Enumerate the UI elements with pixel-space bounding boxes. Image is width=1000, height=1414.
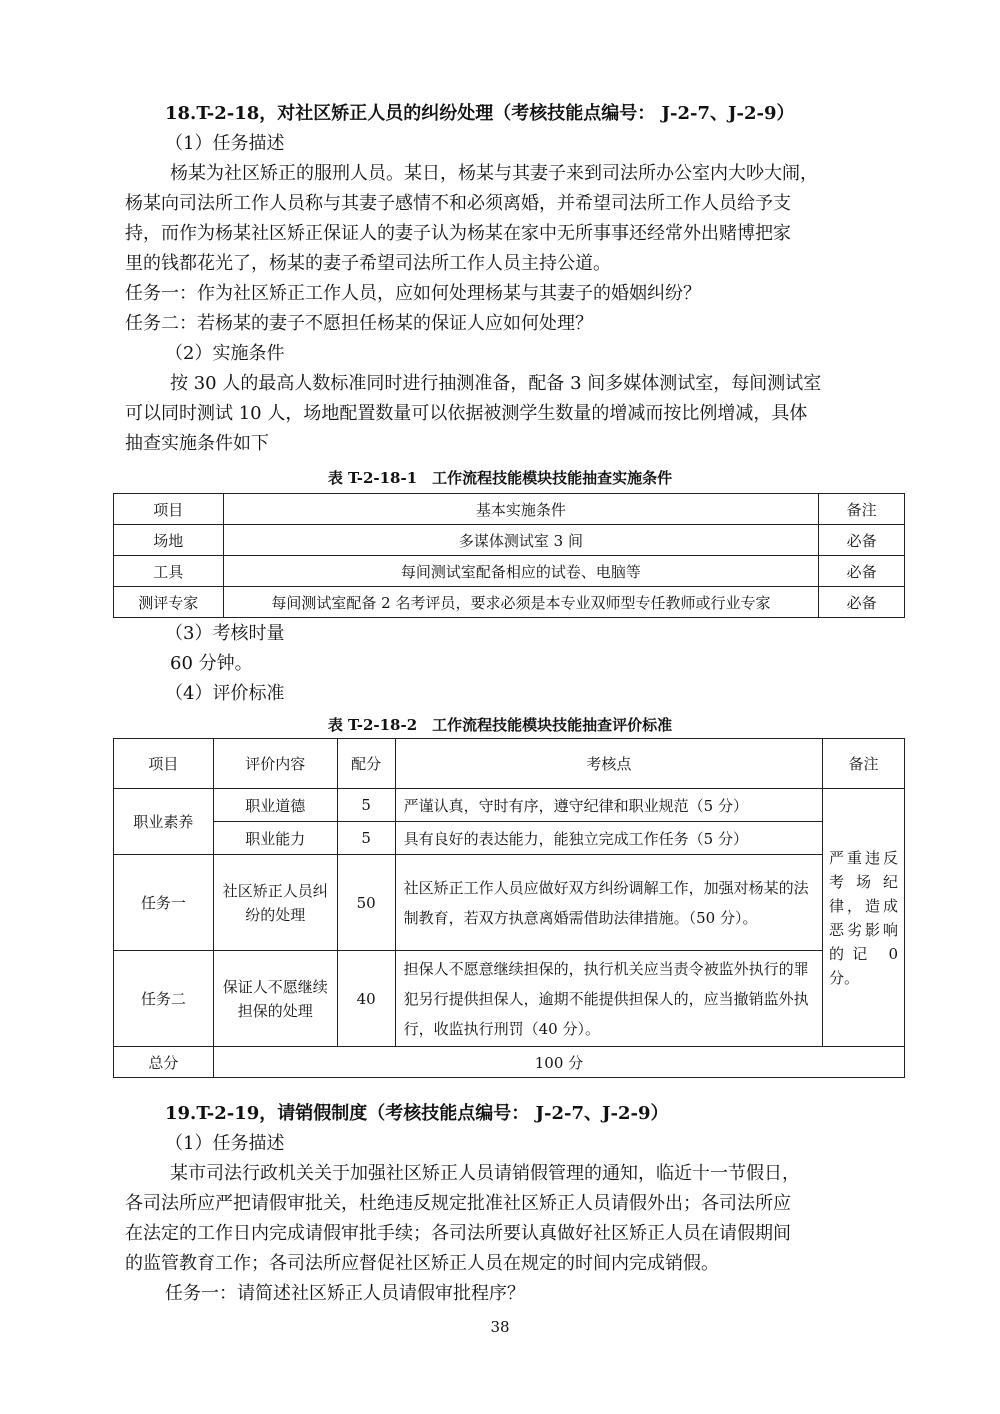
- cell: 5: [337, 789, 395, 822]
- cell: 5: [337, 822, 395, 855]
- table-row: [114, 822, 905, 855]
- desc-line: 持，而作为杨某社区矫正保证人的妻子认为杨某在家中无所事事还经常外出赌博把家: [125, 223, 791, 244]
- cell: 具有良好的表达能力，能独立完成工作任务（5 分）: [395, 822, 822, 855]
- task-desc-label: （1）任务描述: [165, 133, 285, 154]
- conditions-label: （2）实施条件: [165, 343, 285, 364]
- cell: 任务一: [114, 855, 214, 951]
- cell: 每间测试室配备相应的试卷、电脑等: [223, 556, 819, 587]
- desc-line: 的监管教育工作；各司法所应督促社区矫正人员在规定的时间内完成销假。: [125, 1253, 719, 1274]
- col-header: 评价内容: [213, 739, 337, 789]
- col-header: 配分: [337, 739, 395, 789]
- cell: 工具: [114, 556, 224, 587]
- cell: 必备: [819, 556, 905, 587]
- conditions-table: [113, 493, 905, 618]
- time-value: 60 分钟。: [170, 653, 253, 674]
- table-row: [114, 525, 905, 556]
- cell: 场地: [114, 525, 224, 556]
- table-row: [114, 789, 905, 822]
- cell: 40: [337, 951, 395, 1047]
- task-one: 任务一：请简述社区矫正人员请假审批程序？: [165, 1283, 525, 1304]
- cell: 职业道德: [213, 789, 337, 822]
- cell: 社区矫正人员纠纷的处理: [213, 855, 337, 951]
- cell: 保证人不愿继续担保的处理: [213, 951, 337, 1047]
- cell: 必备: [819, 525, 905, 556]
- cell: 每间测试室配备 2 名考评员，要求必须是本专业双师型专任教师或行业专家: [223, 587, 819, 618]
- col-header: 备注: [823, 739, 905, 789]
- table-row: [114, 1047, 905, 1078]
- table-row: [114, 951, 905, 1047]
- time-label: （3）考核时量: [165, 623, 285, 644]
- desc-line: 里的钱都花光了，杨某的妻子希望司法所工作人员主持公道。: [125, 253, 611, 274]
- note-cell: 严重违反考场纪律，造成恶劣影响的记 0 分。: [823, 789, 905, 1047]
- cond-line: 可以同时测试 10 人，场地配置数量可以依据被测学生数量的增减而按比例增减，具体: [125, 403, 808, 424]
- task-desc-label: （1）任务描述: [165, 1133, 285, 1154]
- cell: 100 分: [213, 1047, 904, 1078]
- cond-line: 按 30 人的最高人数标准同时进行抽测准备，配备 3 间多媒体测试室，每间测试室: [170, 373, 822, 394]
- task-one: 任务一：作为社区矫正工作人员，应如何处理杨某与其妻子的婚姻纠纷？: [125, 283, 701, 304]
- cell: 50: [337, 855, 395, 951]
- table-row: [114, 587, 905, 618]
- cell: 多谋体测试室 3 间: [223, 525, 819, 556]
- cell: 担保人不愿意继续担保的，执行机关应当责令被监外执行的罪犯另行提供担保人，逾期不能提供担保人的，应当撤销监外执行，收监执行刑罚（40 分）。: [395, 951, 822, 1047]
- cond-line: 抽查实施条件如下: [125, 433, 269, 454]
- evaluation-table: [113, 738, 905, 1078]
- section-18-heading: 18.T-2-18，对社区矫正人员的纠纷处理（考核技能点编号： J-2-7、J-2-9）: [165, 103, 795, 124]
- eval-label: （4）评价标准: [165, 683, 285, 704]
- table1-caption: 表 T-2-18-1 工作流程技能模块技能抽查实施条件: [327, 469, 673, 487]
- desc-line: 杨某为社区矫正的服刑人员。某日，杨某与其妻子来到司法所办公室内大吵大闹，: [170, 163, 818, 184]
- cell: 必备: [819, 587, 905, 618]
- desc-line: 某市司法行政机关关于加强社区矫正人员请销假管理的通知，临近十一节假日，: [170, 1163, 800, 1184]
- table-header-row: [114, 494, 905, 525]
- group-cell: 职业素养: [114, 789, 214, 855]
- col-header: 基本实施条件: [223, 494, 819, 525]
- table-header-row: [114, 739, 905, 789]
- cell: 社区矫正工作人员应做好双方纠纷调解工作，加强对杨某的法制教育，若双方执意离婚需借助法律措施。（50 分）。: [395, 855, 822, 951]
- cell: 总分: [114, 1047, 214, 1078]
- desc-line: 在法定的工作日内完成请假审批手续；各司法所要认真做好社区矫正人员在请假期间: [125, 1223, 791, 1244]
- desc-line: 杨某向司法所工作人员称与其妻子感情不和必须离婚，并希望司法所工作人员给予支: [125, 193, 791, 214]
- col-header: 考核点: [395, 739, 822, 789]
- section-19-heading: 19.T-2-19，请销假制度（考核技能点编号： J-2-7、J-2-9）: [165, 1103, 669, 1124]
- cell: 职业能力: [213, 822, 337, 855]
- table2-caption: 表 T-2-18-2 工作流程技能模块技能抽查评价标准: [327, 716, 673, 734]
- desc-line: 各司法所应严把请假审批关，杜绝违反规定批准社区矫正人员请假外出；各司法所应: [125, 1193, 791, 1214]
- cell: 任务二: [114, 951, 214, 1047]
- col-header: 项目: [114, 739, 214, 789]
- col-header: 备注: [819, 494, 905, 525]
- page-number: 38: [490, 1318, 510, 1336]
- table-row: [114, 855, 905, 951]
- cell: 测评专家: [114, 587, 224, 618]
- table-row: [114, 556, 905, 587]
- col-header: 项目: [114, 494, 224, 525]
- cell: 严谨认真，守时有序，遵守纪律和职业规范（5 分）: [395, 789, 822, 822]
- task-two: 任务二：若杨某的妻子不愿担任杨某的保证人应如何处理？: [125, 313, 593, 334]
